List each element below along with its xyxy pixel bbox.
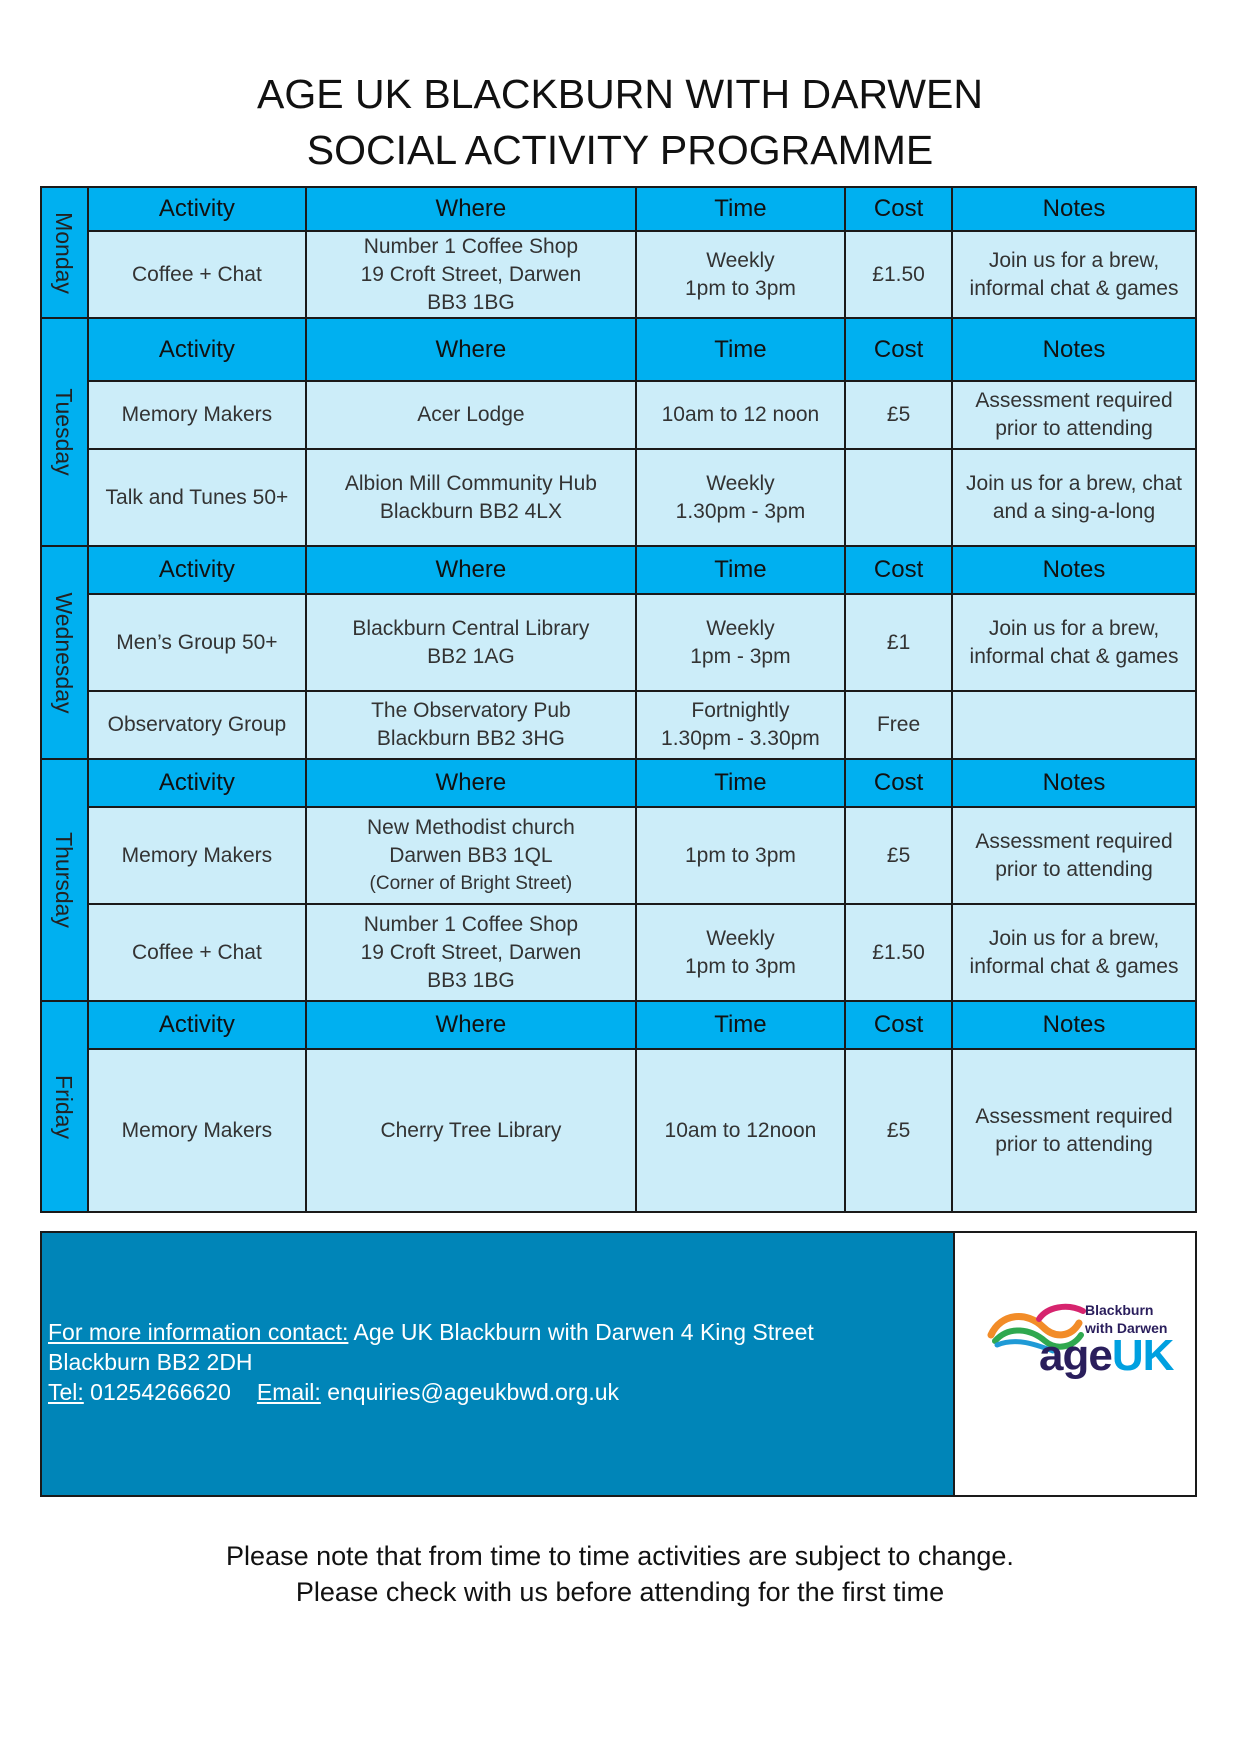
header-where: Where	[306, 1001, 636, 1049]
where-cell	[306, 904, 636, 1001]
time-line: Weekly	[706, 616, 775, 640]
where-cell	[306, 1049, 636, 1212]
notes-cell	[952, 381, 1196, 449]
header-activity: Activity	[88, 546, 306, 594]
activity-cell: Observatory Group	[88, 691, 306, 759]
day-cell-tuesday	[41, 318, 88, 546]
friday-header-row	[41, 1001, 1196, 1049]
where-cell	[306, 691, 636, 759]
notes-line: prior to attending	[995, 1132, 1153, 1156]
where-line: (Corner of Bright Street)	[369, 872, 573, 894]
cost-cell: £5	[845, 381, 952, 449]
activity-cell: Memory Makers	[88, 1049, 306, 1212]
time-cell	[636, 594, 845, 691]
header-cost: Cost	[845, 187, 952, 231]
header-notes: Notes	[952, 1001, 1196, 1049]
logo-subtitle-line-2: with Darwen	[1085, 1320, 1168, 1336]
time-line: 1pm - 3pm	[690, 644, 791, 668]
where-line: BB3 1BG	[427, 290, 515, 314]
table-row	[41, 231, 1196, 318]
header-notes: Notes	[952, 318, 1196, 381]
notes-line: Join us for a brew,	[988, 248, 1160, 272]
table-row	[41, 807, 1196, 904]
table-row	[41, 381, 1196, 449]
where-line: BB2 1AG	[427, 644, 515, 668]
tel-label: Tel:	[48, 1379, 84, 1405]
notes-cell	[952, 807, 1196, 904]
where-line: 19 Croft Street, Darwen	[360, 262, 582, 286]
header-where: Where	[306, 546, 636, 594]
activity-cell: Memory Makers	[88, 807, 306, 904]
time-cell	[636, 691, 845, 759]
email-label: Email:	[256, 1379, 321, 1405]
activity-cell: Talk and Tunes 50+	[88, 449, 306, 546]
footer-note	[0, 1538, 1240, 1610]
cost-cell: £5	[845, 807, 952, 904]
header-notes: Notes	[952, 546, 1196, 594]
table-row	[41, 904, 1196, 1001]
header-where: Where	[306, 318, 636, 381]
cost-cell: £1	[845, 594, 952, 691]
activity-cell: Coffee + Chat	[88, 904, 306, 1001]
where-cell	[306, 449, 636, 546]
where-cell	[306, 231, 636, 318]
notes-line: Assessment required	[975, 389, 1173, 412]
where-line: 19 Croft Street, Darwen	[360, 940, 582, 964]
day-label-friday: Friday	[51, 1074, 78, 1139]
header-where: Where	[306, 187, 636, 231]
time-line: Weekly	[706, 471, 775, 495]
time-line: 1.30pm - 3.30pm	[661, 727, 820, 750]
wednesday-header-row	[41, 546, 1196, 594]
header-time: Time	[636, 546, 845, 594]
where-line: The Observatory Pub	[371, 699, 571, 722]
time-line: Weekly	[706, 926, 775, 950]
header-time: Time	[636, 187, 845, 231]
cost-cell: £1.50	[845, 231, 952, 318]
notes-line: Assessment required	[975, 829, 1173, 853]
time-cell	[636, 807, 845, 904]
where-line: Acer Lodge	[417, 403, 525, 426]
notes-cell	[952, 691, 1196, 759]
notes-line: informal chat & games	[969, 276, 1179, 300]
activity-cell: Men’s Group 50+	[88, 594, 306, 691]
title-line-1: AGE UK BLACKBURN WITH DARWEN	[257, 71, 983, 117]
where-line: BB3 1BG	[427, 968, 515, 992]
cost-cell: £5	[845, 1049, 952, 1212]
where-line: Cherry Tree Library	[380, 1118, 562, 1142]
header-notes: Notes	[952, 759, 1196, 807]
header-time: Time	[636, 318, 845, 381]
where-line: Number 1 Coffee Shop	[363, 234, 579, 258]
title-line-2: SOCIAL ACTIVITY PROGRAMME	[306, 127, 934, 173]
where-line: Albion Mill Community Hub	[344, 471, 597, 495]
header-time: Time	[636, 759, 845, 807]
logo-uk: UK	[1111, 1331, 1174, 1380]
time-line: 1pm to 3pm	[684, 276, 796, 300]
time-cell	[636, 449, 845, 546]
notes-line: informal chat & games	[969, 954, 1179, 978]
header-cost: Cost	[845, 318, 952, 381]
cost-cell: £1.50	[845, 904, 952, 1001]
where-line: Blackburn Central Library	[352, 616, 590, 640]
table-row	[41, 691, 1196, 759]
notes-cell	[952, 904, 1196, 1001]
time-line: 1pm to 3pm	[684, 843, 796, 867]
notes-line: and a sing-a-long	[992, 499, 1156, 523]
logo-box	[953, 1231, 1197, 1497]
where-line: Blackburn BB2 4LX	[379, 499, 562, 523]
notes-line: Join us for a brew,	[988, 926, 1160, 950]
logo-subtitle-line-1: Blackburn	[1085, 1302, 1154, 1318]
where-line: Number 1 Coffee Shop	[363, 912, 579, 936]
notes-line: Join us for a brew,	[988, 616, 1160, 640]
header-activity: Activity	[88, 759, 306, 807]
email-value: enquiries@ageukbwd.org.uk	[320, 1379, 620, 1405]
header-notes: Notes	[952, 187, 1196, 231]
notes-cell	[952, 594, 1196, 691]
monday-header-row	[41, 187, 1196, 231]
where-cell	[306, 381, 636, 449]
where-line: Blackburn BB2 3HG	[376, 727, 565, 750]
page-title	[0, 66, 1240, 178]
day-label-tuesday: Tuesday	[51, 388, 78, 476]
day-cell-thursday	[41, 759, 88, 1001]
header-activity: Activity	[88, 1001, 306, 1049]
contact-text	[48, 1317, 948, 1407]
notes-line: prior to attending	[995, 857, 1153, 881]
contact-box	[40, 1231, 953, 1497]
header-cost: Cost	[845, 1001, 952, 1049]
day-label-monday: Monday	[51, 211, 78, 294]
table-row	[41, 449, 1196, 546]
contact-line-1	[48, 1317, 948, 1347]
day-cell-wednesday	[41, 546, 88, 759]
header-activity: Activity	[88, 187, 306, 231]
time-line: 1.30pm - 3pm	[675, 499, 806, 523]
notes-cell	[952, 449, 1196, 546]
notes-cell	[952, 231, 1196, 318]
activity-cell: Coffee + Chat	[88, 231, 306, 318]
notes-line: Join us for a brew, chat	[966, 471, 1182, 495]
where-line: New Methodist church	[367, 815, 575, 839]
time-line: Fortnightly	[691, 699, 790, 722]
footer-line-1: Please note that from time to time activities are subject to change.	[226, 1541, 1014, 1571]
day-label-wednesday: Wednesday	[51, 591, 78, 714]
notes-cell	[952, 1049, 1196, 1212]
time-cell	[636, 1049, 845, 1212]
time-cell	[636, 904, 845, 1001]
table-row	[41, 594, 1196, 691]
footer-line-2: Please check with us before attending for the first time	[295, 1577, 945, 1607]
notes-line: informal chat & games	[969, 644, 1179, 668]
activity-timetable	[40, 186, 1197, 1213]
where-line: Darwen BB3 1QL	[389, 843, 553, 867]
contact-line-3	[48, 1377, 948, 1407]
notes-line: prior to attending	[995, 417, 1153, 440]
where-cell	[306, 807, 636, 904]
header-cost: Cost	[845, 546, 952, 594]
notes-line: Assessment required	[975, 1104, 1173, 1128]
contact-info-label: For more information contact:	[48, 1319, 349, 1345]
time-cell	[636, 381, 845, 449]
header-cost: Cost	[845, 759, 952, 807]
tel-value: 01254266620	[83, 1379, 231, 1405]
cost-cell: Free	[845, 691, 952, 759]
day-cell-monday	[41, 187, 88, 318]
header-time: Time	[636, 1001, 845, 1049]
header-activity: Activity	[88, 318, 306, 381]
contact-address-line-2: Blackburn BB2 2DH	[48, 1349, 253, 1375]
day-label-thursday: Thursday	[51, 832, 78, 928]
logo-age: age	[1039, 1331, 1112, 1380]
activity-cell: Memory Makers	[88, 381, 306, 449]
time-line: 10am to 12noon	[664, 1118, 817, 1142]
cost-cell	[845, 449, 952, 546]
logo-wordmark	[1039, 1331, 1173, 1381]
table-row	[41, 1049, 1196, 1212]
day-cell-friday	[41, 1001, 88, 1212]
where-cell	[306, 594, 636, 691]
time-line: 1pm to 3pm	[684, 954, 796, 978]
header-where: Where	[306, 759, 636, 807]
time-cell	[636, 231, 845, 318]
contact-info-text: Age UK Blackburn with Darwen 4 King Street	[348, 1319, 814, 1345]
time-line: 10am to 12 noon	[661, 403, 820, 426]
time-line: Weekly	[706, 248, 775, 272]
thursday-header-row	[41, 759, 1196, 807]
tuesday-header-row	[41, 318, 1196, 381]
